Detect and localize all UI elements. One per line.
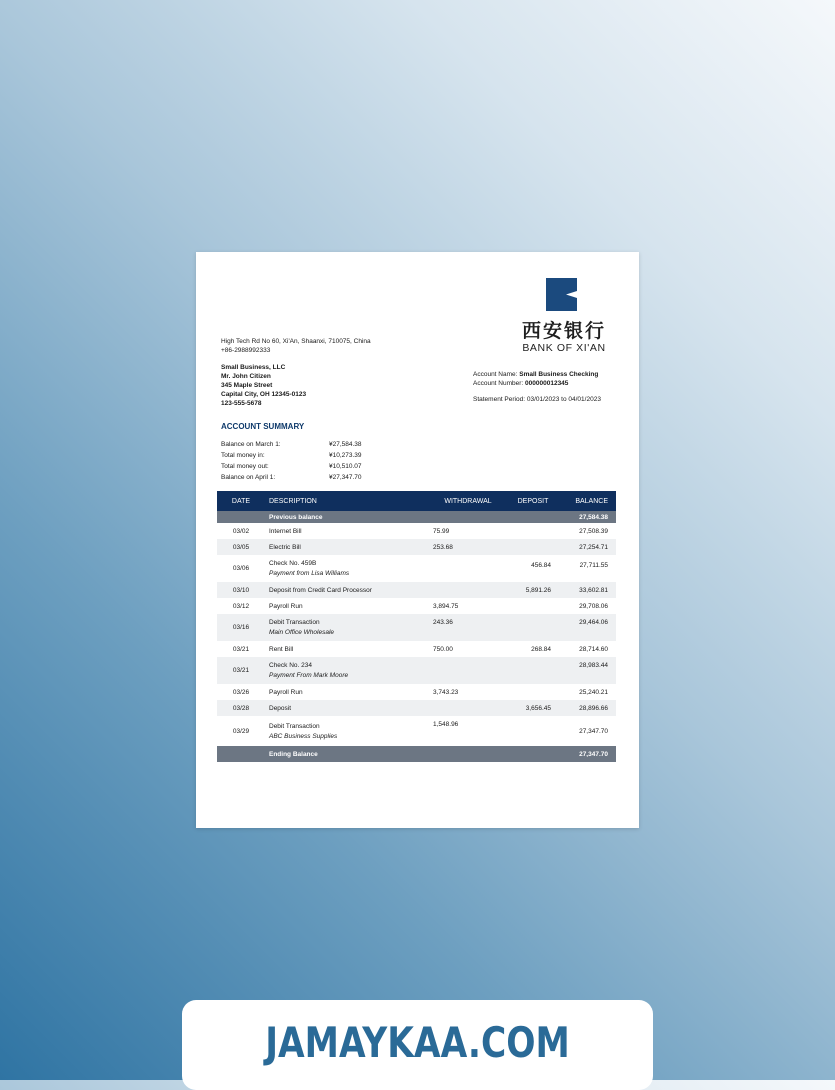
customer-address-block (221, 363, 306, 408)
account-number-line: Account Number: 000000012345 (473, 380, 569, 387)
header-description: DESCRIPTION (269, 497, 317, 505)
table-row: 03/10 Deposit from Credit Card Processor 5,891.26 33,602.81 (217, 582, 616, 598)
customer-city: Capital City, OH 12345-0123 (221, 391, 307, 398)
table-row: 03/28 Deposit 3,656.45 28,896.66 (217, 700, 616, 716)
watermark-text: JAMAYKAA.COM (265, 1018, 570, 1067)
summary-row: Total money in: ¥10,273.39 (221, 452, 362, 459)
customer-street: 345 Maple Street (221, 382, 273, 389)
table-row: 03/05 Electric Bill 253.68 27,254.71 (217, 539, 616, 555)
header-deposit: DEPOSIT (517, 497, 549, 505)
table-row: 03/16 Debit Transaction Main Office Wholesale 243.36 29,464.06 (217, 614, 616, 641)
bank-statement-document (196, 252, 639, 828)
account-summary (221, 439, 362, 483)
bank-address: High Tech Rd No 60, Xi'An, Shaanxi, 710075, China (221, 338, 371, 345)
account-summary-title: ACCOUNT SUMMARY (221, 422, 305, 431)
table-row: 03/26 Payroll Run 3,743.23 25,240.21 (232, 688, 608, 696)
table-row: 03/21 Rent Bill 750.00 268.84 28,714.60 (232, 645, 608, 653)
account-name-line: Account Name: Small Business Checking (473, 371, 599, 378)
bank-phone: +86-2988992333 (221, 347, 271, 354)
table-row: 03/02 Internet Bill 75.99 27,508.39 (232, 527, 608, 535)
table-row: 03/06 Check No. 459B Payment from Lisa Williams 456.84 27,711.55 (232, 560, 608, 577)
account-info (473, 370, 598, 388)
bank-name-chinese: 西安银行 (521, 320, 606, 342)
customer-company: Small Business, LLC (221, 364, 286, 371)
header-balance: BALANCE (575, 497, 608, 505)
table-row: 03/29 Debit Transaction ABC Business Supplies 1,548.96 27,347.70 (232, 721, 608, 740)
customer-name: Mr. John Citizen (221, 373, 271, 380)
header-withdrawal: WITHDRAWAL (444, 497, 492, 505)
table-row: 03/21 Check No. 234 Payment From Mark Moore 28,983.44 (217, 657, 616, 684)
statement-period: Statement Period: 03/01/2023 to 04/01/2023 (473, 396, 601, 403)
ending-balance-row: Ending Balance 27,347.70 (217, 746, 616, 762)
bank-address-block (221, 337, 371, 355)
bank-logo-icon (546, 278, 577, 311)
table-row: 03/12 Payroll Run 3,894.75 29,708.06 (232, 602, 608, 610)
summary-row: Total money out: ¥10,510.07 (221, 463, 362, 470)
previous-balance-row: Previous balance 27,584.38 (217, 511, 616, 523)
transactions-table (217, 491, 616, 762)
table-header (217, 491, 616, 511)
customer-phone: 123-555-5678 (221, 400, 262, 407)
bank-name-english: BANK OF XI'AN (522, 342, 606, 354)
summary-row: Balance on April 1: ¥27,347.70 (221, 474, 362, 481)
watermark-banner (182, 1000, 653, 1090)
header-date: DATE (231, 497, 251, 505)
summary-row: Balance on March 1: ¥27,584.38 (221, 441, 362, 448)
